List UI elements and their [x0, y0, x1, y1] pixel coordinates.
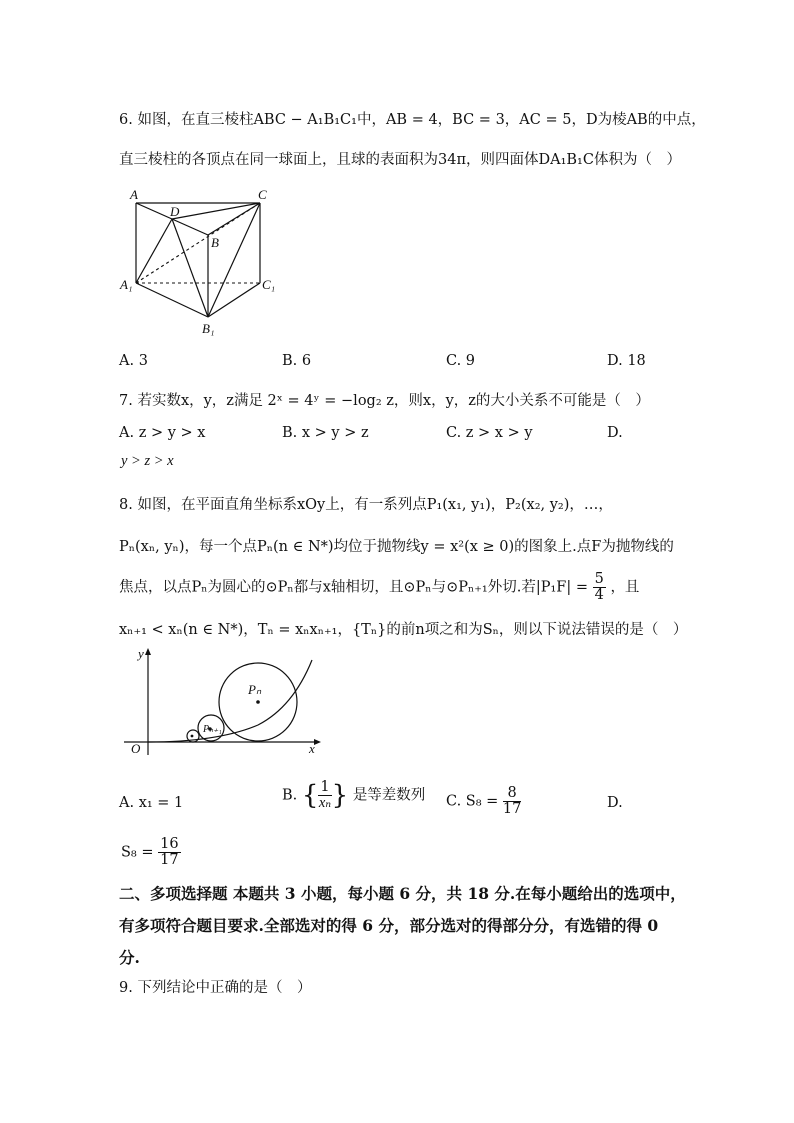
- q8-option-b-den: xₙ: [318, 795, 332, 812]
- q8-option-a[interactable]: A. x₁ = 1: [119, 795, 184, 811]
- q8-line-3-fraction: [593, 572, 606, 603]
- q8-option-d-value: [121, 837, 181, 868]
- section2-line-3: 分.: [119, 948, 140, 967]
- q8-line-4: xₙ₊₁ < xₙ(n ∈ N*)，Tₙ = xₙxₙ₊₁，{Tₙ}的前n项之和为Sₙ，则以下说法错误的是（ ）: [119, 622, 688, 638]
- q9-stem: 9. 下列结论中正确的是（ ）: [119, 980, 312, 996]
- q8-fraction-num: 5: [594, 571, 604, 587]
- q8-option-d-den: 17: [160, 852, 179, 869]
- label-y: y: [138, 646, 144, 661]
- q8-option-c-fraction: [503, 786, 521, 817]
- q6-option-c[interactable]: C. 9: [446, 353, 476, 369]
- q8-option-d-prefix: S₈ =: [121, 844, 154, 861]
- section2-line-1: 二、多项选择题 本题共 3 小题，每小题 6 分，共 18 分.在每小题给出的选项中，: [119, 884, 686, 903]
- q8-option-c-num: 8: [503, 786, 521, 802]
- q6-option-a[interactable]: A. 3: [119, 353, 148, 369]
- q7-option-d-value: y > z > x: [121, 453, 174, 469]
- q8-option-b[interactable]: B. { $\frac{1}{\text{xₙ}}$ } 是等差数列: [282, 779, 426, 812]
- label-Pn: Pₙ: [248, 682, 262, 697]
- section2-line-2: 有多项符合题目要求.全部选对的得 6 分，部分选对的得部分分，有选错的得 0: [119, 916, 659, 935]
- q8-option-d-fraction: [158, 837, 180, 868]
- label-B1: B₁: [202, 321, 215, 336]
- q8-option-d-num: 16: [160, 836, 179, 852]
- q8-option-c-den: 17: [502, 801, 522, 818]
- q7-option-b[interactable]: B. x > y > z: [282, 425, 369, 441]
- q7-option-d[interactable]: D.: [607, 425, 623, 441]
- q8-parabola-figure: [118, 645, 328, 757]
- label-A1: A₁: [120, 277, 133, 292]
- label-A: A: [130, 187, 138, 202]
- q8-line-2: Pₙ(xₙ, yₙ)，每一个点Pₙ(n ∈ N*)均位于抛物线y = x²(x ≥ 0)的图象上.点F为抛物线的: [119, 539, 674, 555]
- q6-prism-figure: [120, 185, 290, 340]
- q8-line-3: [119, 572, 639, 603]
- q8-option-c-prefix: C. S₈ =: [446, 793, 499, 810]
- label-Pn1: Pₙ₊₁: [203, 724, 222, 735]
- q6-option-d[interactable]: D. 18: [607, 353, 646, 369]
- label-x: x: [309, 741, 315, 756]
- q8-line-3-tail: ，且: [610, 579, 640, 596]
- q7-option-a[interactable]: A. z > y > x: [119, 425, 206, 441]
- q8-option-b-prefix: B.: [282, 787, 298, 804]
- q6-line-2: 直三棱柱的各顶点在同一球面上，且球的表面积为34π，则四面体DA₁B₁C体积为（ ）: [119, 152, 681, 168]
- q8-option-b-num: 1: [320, 779, 330, 795]
- q6-line-1: 6. 如图，在直三棱柱ABC − A₁B₁C₁中，AB = 4，BC = 3，AC = 5，D为棱AB的中点，: [119, 112, 706, 128]
- label-C1: C₁: [262, 277, 276, 292]
- q7-stem: 7. 若实数x，y，z满足 2ˣ = 4ʸ = −log₂ z，则x，y，z的大小关系不可能是（ ）: [119, 393, 650, 409]
- label-C: C: [258, 187, 267, 202]
- q7-option-c[interactable]: C. z > x > y: [446, 425, 533, 441]
- label-D: D: [170, 204, 180, 219]
- q8-option-d[interactable]: D.: [607, 795, 623, 811]
- label-O: O: [131, 741, 141, 756]
- q8-fraction-den: 4: [594, 587, 604, 604]
- q8-line-3-text: 焦点，以点Pₙ为圆心的⊙Pₙ都与x轴相切，且⊙Pₙ与⊙Pₙ₊₁外切.若|P₁F| =: [119, 579, 588, 596]
- q8-line-1: 8. 如图，在平面直角坐标系xOy上，有一系列点P₁(x₁, y₁)，P₂(x₂, y₂)，…，: [119, 497, 613, 513]
- q6-option-b[interactable]: B. 6: [282, 353, 312, 369]
- q8-option-b-suffix: 是等差数列: [352, 787, 426, 804]
- label-B: B: [211, 235, 219, 250]
- q8-option-c[interactable]: [446, 786, 521, 817]
- q8-option-b-fraction: [318, 780, 331, 811]
